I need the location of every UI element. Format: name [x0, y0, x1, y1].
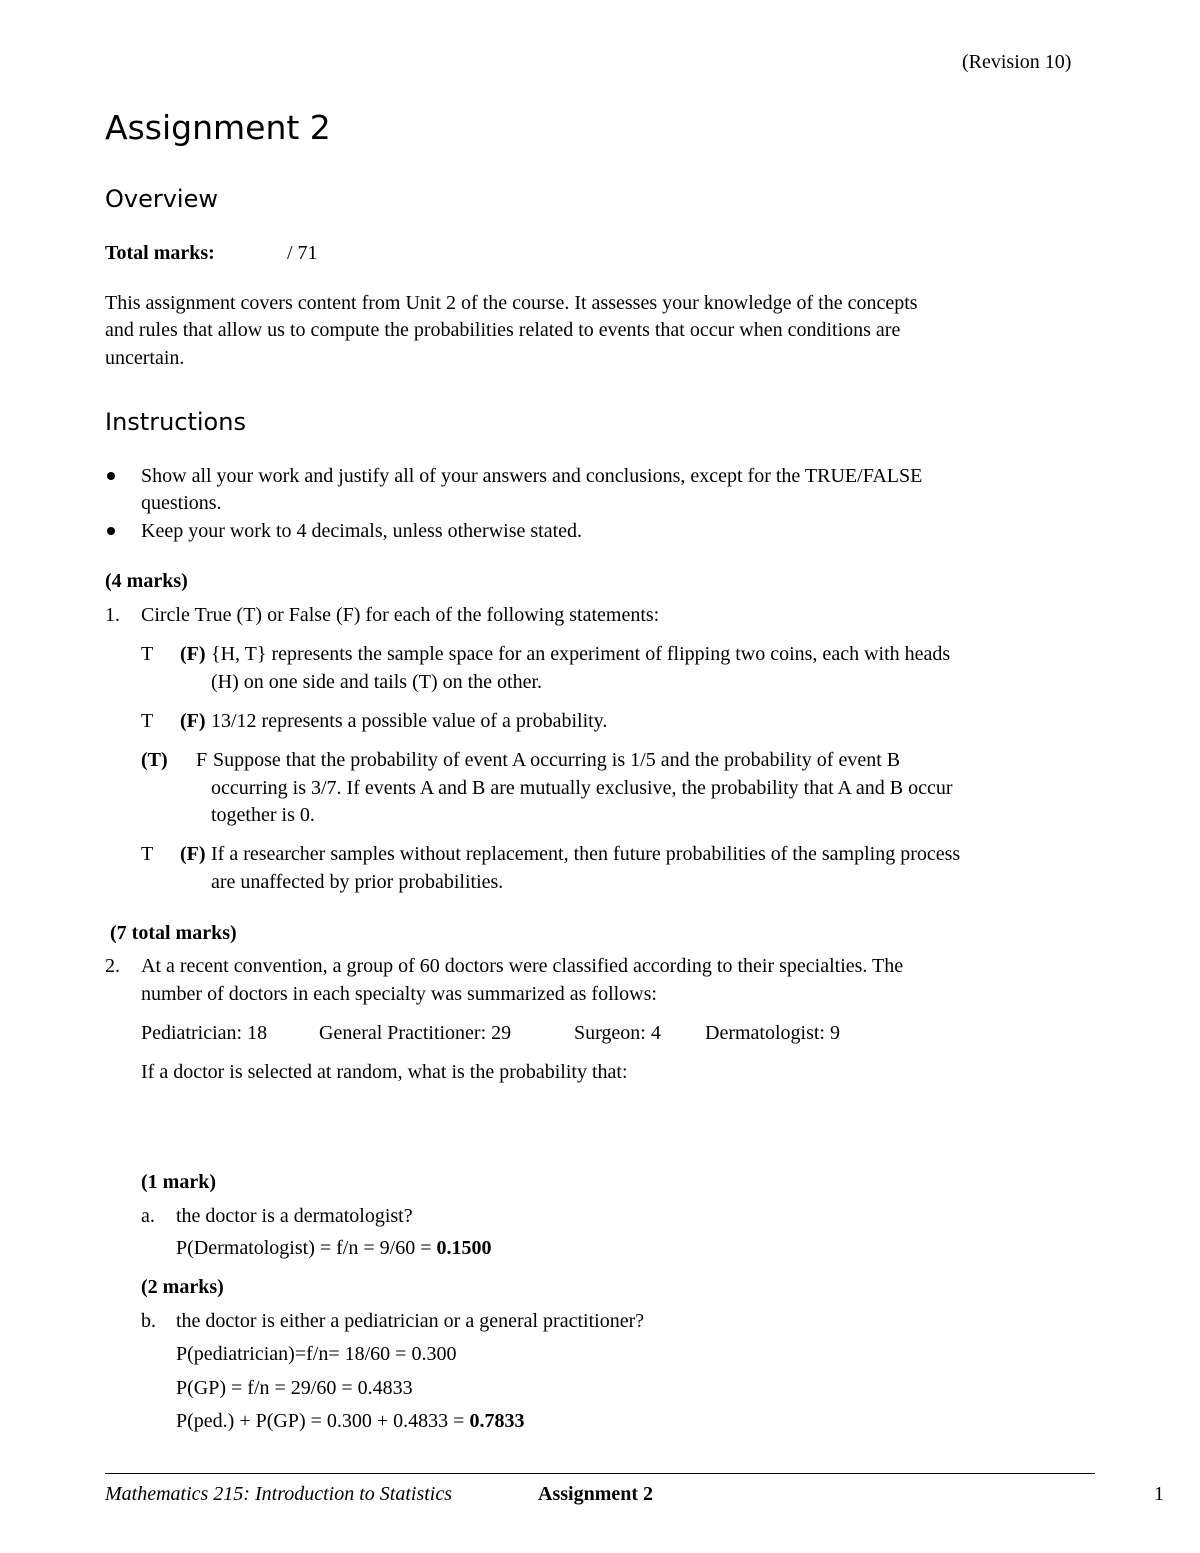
q2-marks: (7 total marks): [110, 922, 237, 944]
footer-assignment: Assignment 2: [538, 1483, 654, 1505]
q2b-answer-line: P(pediatrician)=f/n= 18/60 = 0.300: [176, 1343, 457, 1365]
true-option: T: [141, 710, 154, 732]
instruction-item: Keep your work to 4 decimals, unless otherwise stated.: [141, 520, 583, 542]
q1-number: 1.: [105, 604, 120, 626]
q2b-answer-line: P(GP) = f/n = 29/60 = 0.4833: [176, 1377, 413, 1399]
bullet-icon: [107, 527, 115, 535]
footer-divider: [105, 1473, 1095, 1474]
q2b-answer-final: P(ped.) + P(GP) = 0.300 + 0.4833 = 0.7833: [176, 1410, 525, 1432]
statement-text-continued: are unaffected by prior probabilities.: [211, 871, 504, 893]
statement-text-continued: (H) on one side and tails (T) on the other.: [211, 671, 543, 693]
statement-text: If a researcher samples without replacement, then future probabilities of the sampling process: [211, 843, 961, 865]
false-option-circled: (F): [180, 643, 206, 665]
page-number: 1: [1154, 1483, 1164, 1505]
statement-text-continued: together is 0.: [211, 804, 315, 826]
specialty-surgeon: Surgeon: 4: [574, 1022, 661, 1044]
statement-text: {H, T} represents the sample space for an experiment of flipping two coins, each with heads: [211, 643, 951, 665]
false-option: F: [196, 749, 208, 771]
overview-heading: Overview: [105, 185, 218, 213]
instructions-heading: Instructions: [105, 408, 246, 436]
true-option-circled: (T): [141, 749, 168, 771]
total-marks-value: / 71: [287, 242, 318, 264]
q2-text: At a recent convention, a group of 60 doctors were classified according to their specialties. The: [141, 955, 904, 977]
bullet-icon: [107, 472, 115, 480]
false-option-circled: (F): [180, 710, 206, 732]
instruction-item-continued: questions.: [141, 492, 222, 514]
q2a-answer: P(Dermatologist) = f/n = 9/60 = 0.1500: [176, 1237, 492, 1259]
specialty-general-practitioner: General Practitioner: 29: [319, 1022, 512, 1044]
instruction-item: Show all your work and justify all of your answers and conclusions, except for the TRUE/FALSE: [141, 465, 923, 487]
q1-marks: (4 marks): [105, 570, 188, 592]
footer-course: Mathematics 215: Introduction to Statistics: [105, 1483, 453, 1505]
overview-paragraph-line: and rules that allow us to compute the probabilities related to events that occur when conditions are: [105, 319, 901, 341]
true-option: T: [141, 843, 154, 865]
q2a-text: the doctor is a dermatologist?: [176, 1205, 413, 1227]
q1-prompt: Circle True (T) or False (F) for each of the following statements:: [141, 604, 660, 626]
total-marks-label: Total marks:: [105, 242, 215, 264]
q2a-marks: (1 mark): [141, 1171, 216, 1193]
statement-text-continued: occurring is 3/7. If events A and B are mutually exclusive, the probability that A and B occur: [211, 777, 953, 799]
q2-number: 2.: [105, 955, 120, 977]
q2a-letter: a.: [141, 1205, 155, 1227]
overview-paragraph-line: This assignment covers content from Unit 2 of the course. It assesses your knowledge of the concepts: [105, 292, 918, 314]
false-option-circled: (F): [180, 843, 206, 865]
overview-paragraph-line: uncertain.: [105, 347, 185, 369]
true-option: T: [141, 643, 154, 665]
specialty-dermatologist: Dermatologist: 9: [705, 1022, 840, 1044]
statement-text: 13/12 represents a possible value of a probability.: [211, 710, 608, 732]
page-title: Assignment 2: [105, 108, 331, 147]
q2b-letter: b.: [141, 1310, 156, 1332]
q2-text-continued: number of doctors in each specialty was summarized as follows:: [141, 983, 657, 1005]
statement-text: Suppose that the probability of event A occurring is 1/5 and the probability of event B: [213, 749, 901, 771]
specialty-pediatrician: Pediatrician: 18: [141, 1022, 268, 1044]
revision-label: (Revision 10): [962, 51, 1072, 73]
q2b-text: the doctor is either a pediatrician or a general practitioner?: [176, 1310, 645, 1332]
q2b-marks: (2 marks): [141, 1276, 224, 1298]
q2-question: If a doctor is selected at random, what is the probability that:: [141, 1061, 628, 1083]
